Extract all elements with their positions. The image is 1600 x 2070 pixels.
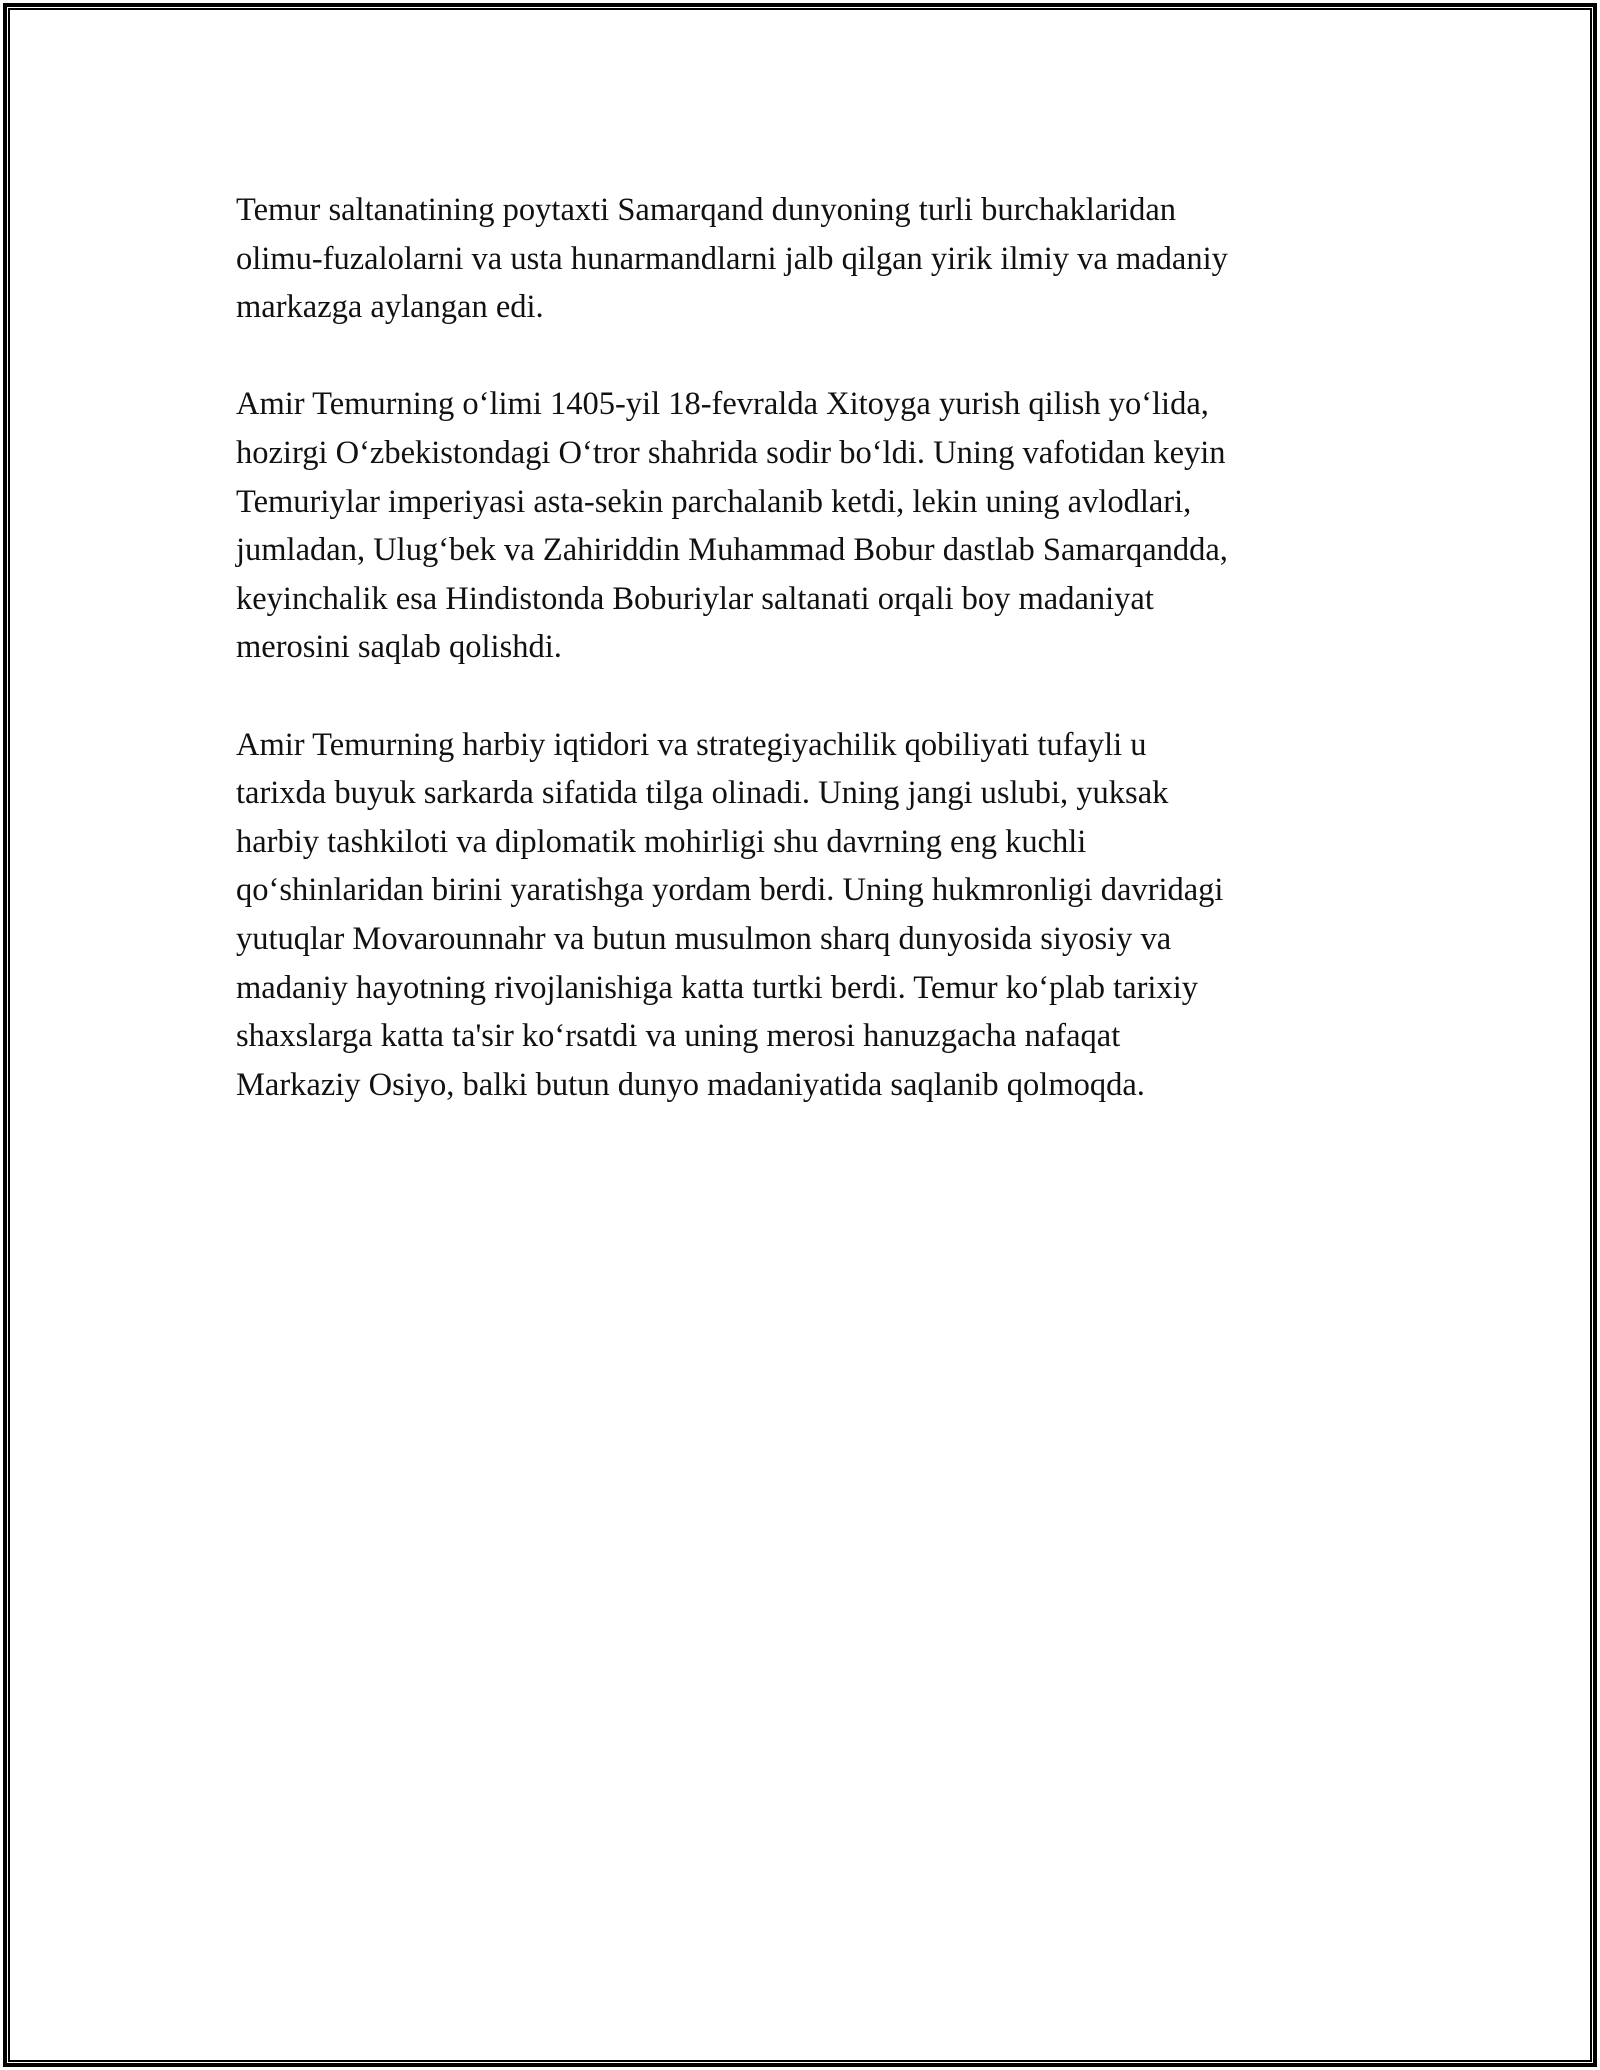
paragraph-line: Amir Temurning harbiy iqtidori va strategiyachilik qobiliyati tufayli u [236, 726, 1147, 763]
paragraph-2 [236, 380, 1376, 672]
paragraph-line: Amir Temurning o‘limi 1405-yil 18-fevralda Xitoyga yurish qilish yo‘lida, [236, 386, 1209, 423]
paragraph-line: qo‘shinlaridan birini yaratishga yordam berdi. Uning hukmronligi davridagi [236, 872, 1224, 909]
document-body [236, 186, 1376, 1158]
paragraph-line: Temuriylar imperiyasi asta-sekin parchalanib ketdi, lekin uning avlodlari, [236, 483, 1192, 520]
paragraph-line: tarixda buyuk sarkarda sifatida tilga olinadi. Uning jangi uslubi, yuksak [236, 775, 1169, 812]
paragraph-line: Markaziy Osiyo, balki butun dunyo madaniyatida saqlanib qolmoqda. [236, 1066, 1145, 1103]
paragraph-line: shaxslarga katta ta'sir ko‘rsatdi va uning merosi hanuzgacha nafaqat [236, 1018, 1121, 1055]
paragraph-line: yutuqlar Movarounnahr va butun musulmon sharq dunyosida siyosiy va [236, 920, 1172, 957]
paragraph-line: hozirgi O‘zbekistondagi O‘tror shahrida sodir bo‘ldi. Uning vafotidan keyin [236, 434, 1226, 471]
paragraph-line: jumladan, Ulug‘bek va Zahiriddin Muhammad Bobur dastlab Samarqandda, [236, 532, 1228, 569]
paragraph-line: keyinchalik esa Hindistonda Boburiylar saltanati orqali boy madaniyat [236, 580, 1154, 617]
paragraph-line: merosini saqlab qolishdi. [236, 629, 562, 666]
paragraph-line: olimu-fuzalolarni va usta hunarmandlarni jalb qilgan yirik ilmiy va madaniy [236, 240, 1228, 277]
paragraph-1 [236, 186, 1376, 332]
paragraph-line: Temur saltanatining poytaxti Samarqand dunyoning turli burchaklaridan [236, 192, 1176, 228]
paragraph-3 [236, 721, 1376, 1110]
paragraph-line: madaniy hayotning rivojlanishiga katta turtki berdi. Temur ko‘plab tarixiy [236, 969, 1198, 1006]
paragraph-line: markazga aylangan edi. [236, 289, 544, 326]
paragraph-line: harbiy tashkiloti va diplomatik mohirligi shu davrning eng kuchli [236, 823, 1087, 860]
